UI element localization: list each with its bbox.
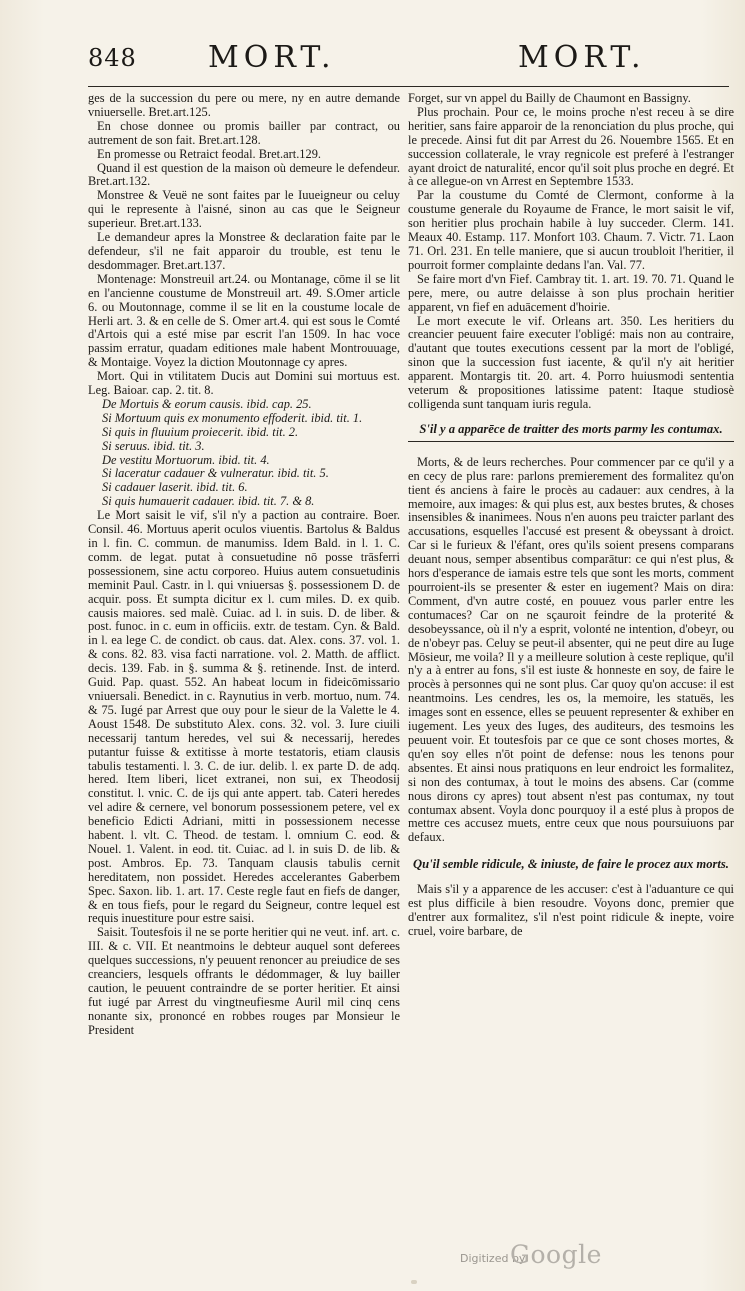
header-rule [88, 86, 729, 87]
right-column-bottom [408, 883, 734, 939]
paragraph: Mort. Qui in vtilitatem Ducis aut Domini sui mortuus est. Leg. Baioar. cap. 2. tit. 8. [88, 369, 400, 398]
page-number: 848 [88, 44, 137, 72]
paragraph: Morts, & de leurs recherches. Pour commencer par ce qu'il y a en cecy de plus rare: parlons premierement des formalitez qu'on tient és anciens à faire le procès au cadauer: aux cendres, à la memoire, aux images: & qui plus est, aux bestes brutes, & choses insensibles & inanimees. Nous n'en auons peu traicter parlant des accusations, esquelles l'accusé est present & obeyssant à droict. Car si le furieux & l'éfant, ores qu'ils soient presens comparans deuant nous, semper absentibus comparātur: ce qui n'est plus, & hors d'esperance de iamais estre tels que sont les morts, comment pourroient-ils se presenter & ester en iugement? Mais on dira: Comment, d'vn autre costé, en pouuez vous parler entre les contumaces? Car on ne sçauroit feindre de la proterité & desobeyssance, où il n'y a esprit, volonté ne intention, d'obeyr, ou de n'obeyr pas. Celuy se peut-il absenter, qui ne peut dire au Iuge Mōsieur, me voila? Il y a meilleure solution à ceste replique, qu'il n'y a à entrer au fons, s'il est iuste & honneste en soy, de faire le procès à personnes qui ne sont plus. Car quoy qu'on accuse: il est neantmoins. Les cendres, les os, la memoire, les statuës, les images sont en essence, elles se peuuent representer & exhiber en iugement. Les yeux des Iuges, des auditeurs, des tesmoins les peuuent voir. Et toutesfois par ce que ce sont choses mortes, & qu'en soy elles n'ōt point de defense: nous les tenons pour absentes. Et ainsi nous pratiquons en leur endroict les formalitez, si non des contumax, à tout le moins des absens. Car (comme nous dirons cy apres) tout absent n'est pas contumax, ny tout contumax absent. Voyla donc pourquoy il a esté plus à propos de mettre ces accusez muets, entre ceux que nous poursuiuons par defaux. [408, 454, 734, 845]
citation-line: Si seruus. ibid. tit. 3. [102, 438, 205, 453]
paragraph: Se faire mort d'vn Fief. Cambray tit. 1. art. 19. 70. 71. Quand le pere, mere, ou autre delaisse à son plus prochain heritier apparent, vn fief en aduācement d'hoirie. [408, 271, 734, 314]
right-column-top [408, 92, 734, 412]
citation-line: Si quis in fluuium proiecerit. ibid. tit. 2. [102, 424, 299, 439]
digitized-watermark [460, 1238, 620, 1272]
paragraph: Mais s'il y a apparence de les accuser: c'est à l'aduanture ce qui est plus difficile à bien resoudre. Voyons donc, premier que d'entrer aux formalitez, s'il n'est point ridicule & inepte, voire cruel, voire barbare, de [408, 882, 734, 938]
paragraph: Forget, sur vn appel du Bailly de Chaumont en Bassigny. [408, 91, 691, 105]
section-heading-text: Qu'il semble ridicule, & iniuste, de faire le procez aux morts. [413, 857, 729, 872]
citation-line: De vestitu Mortuorum. ibid. tit. 4. [102, 452, 270, 467]
paragraph: Plus prochain. Pour ce, le moins proche n'est receu à se dire heritier, sans faire apparoir de la renonciation du plus proche, qui le precede. Ainsi fut dit par Arrest du 26. Nouembre 1565. Et en succession collaterale, le vray regnicole est preferé à l'estranger ayant droict de naturalité, encor qu'il soit plus proche en degré. Et à ce allegue-on vn Arrest en Septembre 1533. [408, 104, 734, 189]
paragraph: Par la coustume du Comté de Clermont, conforme à la coustume generale du Royaume de France, le mort saisit le vif, son heritier plus prochain habile à luy succeder. Clerm. 141. Meaux 40. Estamp. 117. Monfort 103. Chaum. 7. Victr. 71. Laon 71. Orl. 231. En telle maniere, que si aucun troubloit l'heritier, il pourroit former complainte dedans l'an. Val. 77. [408, 188, 734, 272]
paragraph: Montenage: Monstreuil art.24. ou Montanage, cōme il se lit en l'ancienne coustume de Monstreuil art. 49. S.Omer article 6. ou Moutonnage, comme il se lit en la coustume locale de Herli art. 3. & en celle de S. Omer art.4. qui est sous le Comté d'Artois qui a esté mise par escrit l'an 1509. In hac voce passim erratur, quadam editiones male habent Montrouuage, & Montaige. Voyez la diction Moutonnage cy apres. [88, 271, 400, 370]
right-column-middle [408, 456, 734, 845]
section-heading-text: S'il y a apparēce de traitter des morts parmy les contumax. [419, 421, 723, 436]
watermark-prefix: Digitized by [460, 1252, 526, 1265]
citation-line: Si Mortuum quis ex monumento effoderit. ibid. tit. 1. [102, 410, 363, 425]
section-heading-underline [408, 441, 734, 442]
citation-line: Si cadauer laserit. ibid. tit. 6. [102, 480, 248, 495]
paragraph: Quand il est question de la maison où demeure le defendeur. Bret.art.132. [88, 160, 400, 189]
section-heading [408, 857, 734, 871]
citation-line: Si laceratur cadauer & vulneratur. ibid. tit. 5. [102, 466, 329, 481]
citation-line: Si quis humauerit cadauer. ibid. tit. 7. & 8. [102, 494, 315, 509]
paragraph: Le mort execute le vif. Orleans art. 350. Les heritiers du creancier peuuent faire executer l'obligé: mais non au contraire, d'autant que toutes executions cessent par la mort de l'obligé, sinon que la succession fust iacente, & qu'il n'y ait heritier apparent. Montargis tit. 20. art. 4. Porro huiusmodi sententia veterum & propositiones latissime patent: Itaque studiosè colligenda sunt tanquam iuris regula. [408, 313, 734, 411]
citation-line: De Mortuis & eorum causis. ibid. cap. 25. [102, 396, 312, 411]
ink-blemish [411, 1280, 417, 1284]
running-head-left: MORT. [208, 40, 336, 75]
right-column [408, 92, 734, 939]
paragraph: En promesse ou Retraict feodal. Bret.art.129. [97, 146, 321, 161]
paragraph: Monstree & Veuë ne sont faites par le Iuueigneur ou celuy qui le represente à l'aisné, sinon au cas que le Seigneur superieur. Bret.art.133. [88, 188, 400, 231]
google-logo: Google [510, 1240, 602, 1269]
paragraph: ges de la succession du pere ou mere, ny en autre demande vniuerselle. Bret.art.125. [88, 91, 400, 119]
paragraph: Saisit. Toutesfois il ne se porte heritier qui ne veut. inf. art. c. III. & c. VII. Et neantmoins le debteur auquel sont deferees quelques successions, n'y peuuent renoncer au preiudice de ses creanciers, lesquels offrants le dédommager, & luy bailler caution, le peuuent contraindre de se porter heritier. Et ainsi fut iugé par Arrest du vingtneufiesme Auril mil cinq cens nonante six, prononcé en robbes rouges par Monsieur le President [88, 925, 400, 1037]
page-header [88, 38, 725, 78]
section-heading [408, 422, 734, 442]
running-head-right: MORT. [518, 40, 646, 75]
paragraph: Le Mort saisit le vif, s'il n'y a paction au contraire. Boer. Consil. 46. Mortuus aperit oculos viuentis. Bartolus & Baldus in l. fin. C. commun. de manumiss. Idem Bald. in l. 1. C. comm. de legat. putat à consuetudine nō posse trāsferri possessionem, sine actu corporeo. Huius autem consuetudinis meminit Paul. Castr. in l. qui vniuersas §. possessionem D. de acquir. poss. Et sumpta dicitur ex l. cum miles. D. ex quib. causis maiores. sed malè. Cuiac. ad l. in suis. D. de liber. & post. funoc. in c. eum in officiis. extr. de testam. Cyn. & Bald. in l. ea lege C. de condict. ob caus. dat. Alex. cons. 37. vol. 1. & cons. 82. 83. visa facti narratione. vol. 2. Matth. de afflict. decis. 139. Fab. in §. summa & §. retinende. Inst. de interd. Guid. Pap. quast. 552. An habeat locum in fideicōmissario vniuersali. Benedict. in c. Raynutius in verb. mortuo, num. 74. & 75. Iugé par Arrest que ouy pour le sieur de la Valette le 4. Aoust 1548. De substituto Alex. cons. 32. vol. 3. Iure ciuili necessarij tantum heredes, vel sui & necessarij, heredes putantur fuisse & extitisse à morte testatoris, etiam clausis tabulis testamenti. l. 3. C. de iur. delib. l. ex parte D. de adq. hered. Item liberi, licet extranei, non sui, ex Theodosij constitut. l. vnic. C. de ijs qui ante appert. tab. Cateri heredes vel adire & cernere, vel bonorum possessionem petere, vel ex beneficio Edicti Adriani, mitti in possessionem necesse habent. l. vlt. C. Theod. de testam. l. omnium C. eod. & Nouel. 1. Valent. in eod. tit. Cuiac. ad l. in suis D. de lib. & post. Ambros. Ep. 73. Tanquam clausis tabulis cernit hereditatem, non possidet. Heredes accelerantes Gaberbem Spec. Saxon. lib. 1. art. 17. Ceste regle faut en fiefs de danger, & en tous fiefs, pour le regard du Seigneur, contre lequel est requis inuestiture pour estre saisi. [88, 508, 400, 926]
paragraph: Le demandeur apres la Monstree & declaration faite par le defendeur, s'il ne fait apparoir du trouble, est tenu le desdommager. Bret.art.137. [88, 230, 400, 272]
paragraph: En chose donnee ou promis bailler par contract, ou autrement de son fait. Bret.art.128. [88, 118, 400, 147]
left-column [88, 92, 400, 1038]
